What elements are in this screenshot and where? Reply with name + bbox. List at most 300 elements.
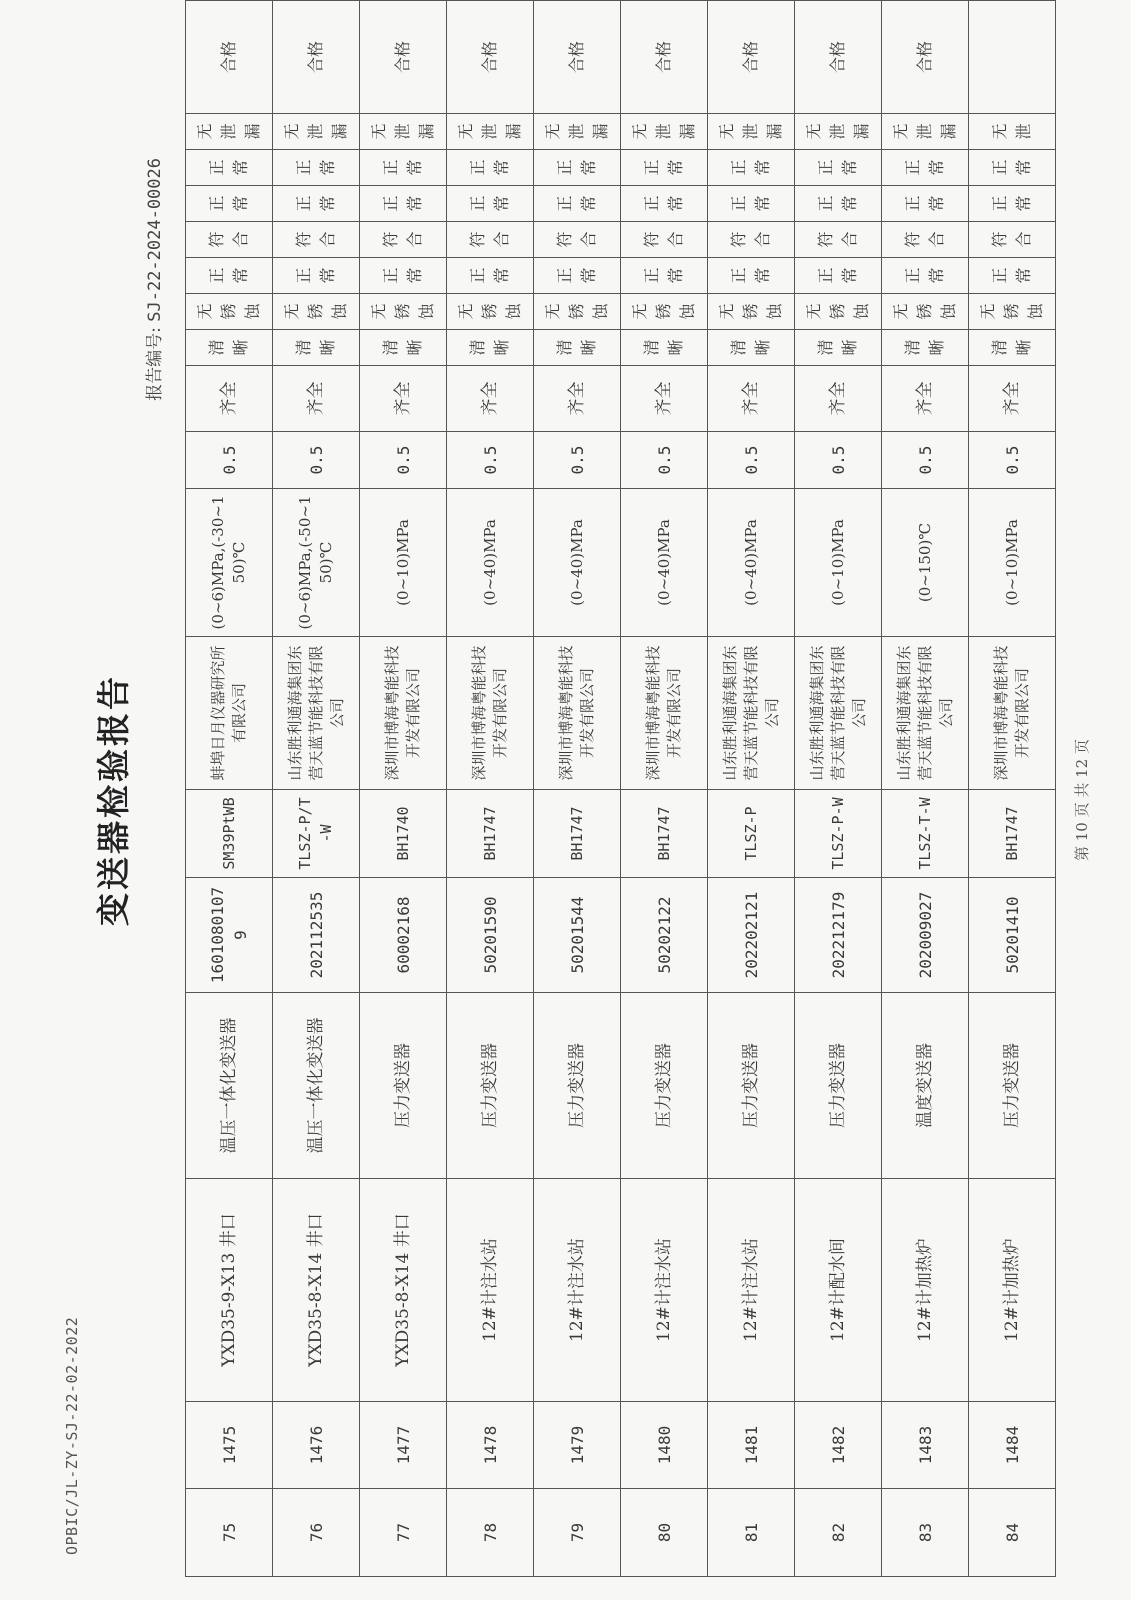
accuracy-class-cell [708, 432, 795, 489]
check-leakage-cell [621, 114, 708, 150]
check-marking: 清晰 [468, 339, 511, 356]
check-leakage-cell [795, 114, 882, 150]
check-corrosion: 无锈蚀 [543, 303, 610, 320]
measuring-range-cell [795, 489, 882, 637]
check-leakage: 无泄漏 [891, 123, 958, 140]
check-output-cell [882, 150, 969, 186]
model-number: TLSZ-P [741, 806, 760, 861]
check-corrosion-cell [360, 294, 447, 330]
check-conformity-cell [273, 222, 360, 258]
check-output-cell [447, 150, 534, 186]
check-result-cell [708, 1, 795, 114]
check-appearance: 正常 [816, 267, 859, 284]
check-display-cell [621, 186, 708, 222]
page-footer: 第 10 页 共 12 页 [1073, 739, 1091, 862]
check-leakage-cell [273, 114, 360, 150]
manufacturer-cell [534, 637, 621, 790]
check-marking: 清晰 [816, 339, 859, 356]
check-corrosion: 无锈蚀 [804, 303, 871, 320]
check-conformity-cell [621, 222, 708, 258]
measuring-range-cell [447, 489, 534, 637]
row-index: 78 [480, 1522, 500, 1543]
serial-number: 202212179 [828, 891, 848, 979]
check-appearance-cell [273, 258, 360, 294]
accuracy-class: 0.5 [741, 445, 761, 475]
check-marking-cell [534, 330, 621, 366]
accuracy-class-cell [969, 432, 1056, 489]
check-output-cell [795, 150, 882, 186]
check-corrosion: 无锈蚀 [630, 303, 697, 320]
check-marking-cell [882, 330, 969, 366]
install-location: 12#计注水站 [566, 1238, 587, 1342]
check-leakage: 无泄漏 [369, 123, 436, 140]
check-appearance: 正常 [903, 267, 946, 284]
install-location-cell [273, 1179, 360, 1402]
check-marking-cell [447, 330, 534, 366]
install-location: 12#计加热炉 [914, 1238, 935, 1342]
measuring-range-cell [969, 489, 1056, 637]
check-corrosion-cell [534, 294, 621, 330]
accuracy-class: 0.5 [915, 445, 935, 475]
accuracy-class: 0.5 [306, 445, 326, 475]
serial-number-cell [708, 878, 795, 993]
model-number-cell [534, 790, 621, 878]
check-display-cell [273, 186, 360, 222]
check-nameplate: 齐全 [392, 381, 413, 416]
device-code-cell [534, 1402, 621, 1489]
model-number: TLSZ-P-W [828, 797, 847, 870]
check-leakage: 无泄 [990, 123, 1033, 140]
device-code: 1479 [567, 1425, 587, 1465]
check-nameplate-cell [447, 366, 534, 432]
manufacturer: 深圳市博海粤能科技开发有限公司 [383, 645, 422, 781]
check-nameplate-cell [969, 366, 1056, 432]
check-corrosion: 无锈蚀 [282, 303, 349, 320]
accuracy-class: 0.5 [393, 445, 413, 475]
model-number-cell [969, 790, 1056, 878]
measuring-range-cell [360, 489, 447, 637]
check-leakage: 无泄漏 [456, 123, 523, 140]
check-marking: 清晰 [729, 339, 772, 356]
check-marking: 清晰 [990, 339, 1033, 356]
check-result-cell [621, 1, 708, 114]
install-location-cell [969, 1179, 1056, 1402]
table-row [795, 1, 882, 1577]
check-result-cell [969, 1, 1056, 114]
check-conformity-cell [795, 222, 882, 258]
measuring-range-cell [621, 489, 708, 637]
row-index-cell [795, 1489, 882, 1577]
table-row [882, 1, 969, 1577]
check-appearance-cell [795, 258, 882, 294]
check-result-cell [186, 1, 273, 114]
row-index: 80 [654, 1522, 674, 1543]
device-name: 压力变送器 [479, 1043, 500, 1128]
model-number: BH1747 [1002, 806, 1021, 861]
check-corrosion: 无锈蚀 [195, 303, 262, 320]
check-output-cell [273, 150, 360, 186]
check-result: 合格 [915, 41, 934, 74]
check-appearance: 正常 [642, 267, 685, 284]
manufacturer: 蚌埠日月仪器研究所有限公司 [209, 645, 248, 781]
check-appearance: 正常 [555, 267, 598, 284]
check-marking-cell [969, 330, 1056, 366]
device-name-cell [186, 993, 273, 1179]
check-marking-cell [708, 330, 795, 366]
check-display-cell [969, 186, 1056, 222]
check-display-cell [708, 186, 795, 222]
device-name-cell [534, 993, 621, 1179]
device-name-cell [795, 993, 882, 1179]
report-number-label: 报告编号: [145, 327, 165, 401]
row-index-cell [273, 1489, 360, 1577]
accuracy-class: 0.5 [567, 445, 587, 475]
manufacturer: 深圳市博海粤能科技开发有限公司 [992, 645, 1031, 781]
check-output: 正常 [990, 159, 1033, 176]
device-name: 压力变送器 [740, 1043, 761, 1128]
accuracy-class-cell [534, 432, 621, 489]
device-name: 温度变送器 [914, 1043, 935, 1128]
model-number: TLSZ-P/T-W [296, 797, 335, 870]
serial-number-cell [882, 878, 969, 993]
check-result-cell [447, 1, 534, 114]
check-result: 合格 [741, 41, 760, 74]
serial-number-cell [186, 878, 273, 993]
device-name: 压力变送器 [566, 1043, 587, 1128]
serial-number: 50201590 [480, 896, 500, 974]
model-number-cell [447, 790, 534, 878]
measuring-range: (0~10)MPa [828, 519, 847, 606]
row-index-cell [186, 1489, 273, 1577]
manufacturer: 山东胜利通海集团东营天蓝节能科技有限公司 [720, 645, 781, 781]
check-conformity-cell [534, 222, 621, 258]
device-code: 1483 [915, 1425, 935, 1465]
row-index: 79 [567, 1522, 587, 1543]
check-output-cell [360, 150, 447, 186]
serial-number: 60002168 [393, 896, 413, 974]
serial-number-cell [795, 878, 882, 993]
check-result-cell [882, 1, 969, 114]
row-index: 81 [741, 1522, 761, 1543]
check-result: 合格 [219, 41, 238, 74]
manufacturer-cell [969, 637, 1056, 790]
device-code: 1480 [654, 1425, 674, 1465]
serial-number: 50202122 [654, 896, 674, 974]
check-marking: 清晰 [555, 339, 598, 356]
model-number-cell [360, 790, 447, 878]
check-corrosion-cell [969, 294, 1056, 330]
check-marking: 清晰 [903, 339, 946, 356]
check-nameplate-cell [360, 366, 447, 432]
measuring-range-cell [186, 489, 273, 637]
check-conformity: 符合 [642, 231, 685, 248]
device-code: 1482 [828, 1425, 848, 1465]
manufacturer-cell [273, 637, 360, 790]
table-row [621, 1, 708, 1577]
check-output: 正常 [294, 159, 337, 176]
serial-number: 202112535 [306, 891, 326, 979]
install-location: 12#计注水站 [479, 1238, 500, 1342]
install-location: YXD35-9-X13 井口 [218, 1213, 239, 1367]
check-nameplate: 齐全 [1001, 381, 1022, 416]
manufacturer: 山东胜利通海集团东营天蓝节能科技有限公司 [807, 645, 868, 781]
install-location-cell [795, 1179, 882, 1402]
accuracy-class: 0.5 [1002, 445, 1022, 475]
serial-number-cell [534, 878, 621, 993]
check-display: 正常 [294, 195, 337, 212]
serial-number-cell [447, 878, 534, 993]
device-code-cell [708, 1402, 795, 1489]
row-index-cell [969, 1489, 1056, 1577]
check-leakage: 无泄漏 [543, 123, 610, 140]
accuracy-class-cell [795, 432, 882, 489]
check-appearance: 正常 [468, 267, 511, 284]
device-name-cell [621, 993, 708, 1179]
serial-number-cell [969, 878, 1056, 993]
check-conformity: 符合 [381, 231, 424, 248]
check-marking-cell [273, 330, 360, 366]
model-number: BH1740 [393, 806, 412, 861]
measuring-range: (0~40)MPa [480, 519, 499, 606]
check-nameplate-cell [273, 366, 360, 432]
measuring-range: (0~6)MPa,(-50~150)℃ [296, 495, 335, 630]
row-index-cell [621, 1489, 708, 1577]
device-code: 1481 [741, 1425, 761, 1465]
check-result-cell [795, 1, 882, 114]
device-code-cell [969, 1402, 1056, 1489]
check-display: 正常 [729, 195, 772, 212]
device-name-cell [708, 993, 795, 1179]
serial-number: 16010801079 [208, 886, 250, 984]
check-conformity-cell [360, 222, 447, 258]
accuracy-class: 0.5 [480, 445, 500, 475]
device-code: 1475 [219, 1425, 239, 1465]
row-index-cell [882, 1489, 969, 1577]
check-output-cell [969, 150, 1056, 186]
report-number [140, 158, 165, 401]
check-nameplate: 齐全 [827, 381, 848, 416]
check-result: 合格 [567, 41, 586, 74]
serial-number-cell [360, 878, 447, 993]
row-index: 84 [1002, 1522, 1022, 1543]
check-output-cell [708, 150, 795, 186]
check-marking: 清晰 [381, 339, 424, 356]
check-conformity-cell [882, 222, 969, 258]
check-leakage-cell [969, 114, 1056, 150]
check-output-cell [621, 150, 708, 186]
check-output: 正常 [642, 159, 685, 176]
check-result: 合格 [654, 41, 673, 74]
measuring-range-cell [882, 489, 969, 637]
check-display: 正常 [207, 195, 250, 212]
device-name: 温压一体化变送器 [218, 1017, 239, 1154]
check-output: 正常 [381, 159, 424, 176]
check-nameplate: 齐全 [566, 381, 587, 416]
row-index: 75 [219, 1522, 239, 1543]
accuracy-class: 0.5 [219, 445, 239, 475]
model-number-cell [795, 790, 882, 878]
check-leakage-cell [447, 114, 534, 150]
manufacturer-cell [621, 637, 708, 790]
manufacturer-cell [708, 637, 795, 790]
check-nameplate: 齐全 [914, 381, 935, 416]
check-conformity: 符合 [555, 231, 598, 248]
measuring-range: (0~10)MPa [1002, 519, 1021, 606]
check-leakage: 无泄漏 [195, 123, 262, 140]
check-output-cell [186, 150, 273, 186]
serial-number: 50201410 [1002, 896, 1022, 974]
check-leakage-cell [882, 114, 969, 150]
row-index-cell [360, 1489, 447, 1577]
model-number-cell [882, 790, 969, 878]
model-number-cell [708, 790, 795, 878]
inspection-table [185, 0, 1056, 1577]
check-marking-cell [621, 330, 708, 366]
install-location-cell [360, 1179, 447, 1402]
measuring-range: (0~40)MPa [654, 519, 673, 606]
check-display-cell [447, 186, 534, 222]
check-conformity: 符合 [468, 231, 511, 248]
measuring-range: (0~40)MPa [741, 519, 760, 606]
device-name: 压力变送器 [827, 1043, 848, 1128]
accuracy-class-cell [273, 432, 360, 489]
install-location: 12#计配水间 [827, 1238, 848, 1342]
serial-number: 202202121 [741, 891, 761, 979]
check-output-cell [534, 150, 621, 186]
check-output: 正常 [729, 159, 772, 176]
install-location-cell [621, 1179, 708, 1402]
row-index-cell [708, 1489, 795, 1577]
model-number: BH1747 [480, 806, 499, 861]
row-index-cell [534, 1489, 621, 1577]
manufacturer: 深圳市博海粤能科技开发有限公司 [557, 645, 596, 781]
check-conformity: 符合 [816, 231, 859, 248]
check-display: 正常 [990, 195, 1033, 212]
row-index: 83 [915, 1522, 935, 1543]
check-nameplate-cell [534, 366, 621, 432]
install-location: YXD35-8-X14 井口 [305, 1213, 326, 1367]
check-conformity: 符合 [990, 231, 1033, 248]
device-code-cell [273, 1402, 360, 1489]
check-conformity-cell [969, 222, 1056, 258]
row-index: 82 [828, 1522, 848, 1543]
check-appearance: 正常 [207, 267, 250, 284]
check-result-cell [273, 1, 360, 114]
accuracy-class-cell [186, 432, 273, 489]
check-corrosion: 无锈蚀 [891, 303, 958, 320]
check-conformity: 符合 [207, 231, 250, 248]
device-name: 温压一体化变送器 [305, 1017, 326, 1154]
check-appearance-cell [447, 258, 534, 294]
accuracy-class-cell [360, 432, 447, 489]
check-corrosion: 无锈蚀 [456, 303, 523, 320]
table-row [360, 1, 447, 1577]
check-marking: 清晰 [642, 339, 685, 356]
manufacturer-cell [447, 637, 534, 790]
row-index: 77 [393, 1522, 413, 1543]
check-leakage-cell [186, 114, 273, 150]
manufacturer-cell [795, 637, 882, 790]
check-marking-cell [795, 330, 882, 366]
check-conformity: 符合 [294, 231, 337, 248]
model-number: TLSZ-T-W [915, 797, 934, 870]
measuring-range-cell [534, 489, 621, 637]
check-appearance-cell [969, 258, 1056, 294]
check-marking: 清晰 [294, 339, 337, 356]
check-corrosion-cell [795, 294, 882, 330]
check-appearance: 正常 [729, 267, 772, 284]
check-display: 正常 [642, 195, 685, 212]
check-display-cell [186, 186, 273, 222]
install-location-cell [186, 1179, 273, 1402]
install-location: 12#计注水站 [740, 1238, 761, 1342]
device-code-cell [186, 1402, 273, 1489]
check-nameplate-cell [621, 366, 708, 432]
install-location-cell [882, 1179, 969, 1402]
manufacturer-cell [186, 637, 273, 790]
check-display: 正常 [555, 195, 598, 212]
manufacturer: 山东胜利通海集团东营天蓝节能科技有限公司 [285, 645, 346, 781]
install-location-cell [708, 1179, 795, 1402]
form-code: OPBIC/JL-ZY-SJ-22-02-2022 [63, 1316, 81, 1555]
table-row [447, 1, 534, 1577]
table-row [273, 1, 360, 1577]
device-name-cell [447, 993, 534, 1179]
model-number: BH1747 [567, 806, 586, 861]
check-conformity: 符合 [729, 231, 772, 248]
device-code: 1478 [480, 1425, 500, 1465]
check-output: 正常 [468, 159, 511, 176]
measuring-range-cell [273, 489, 360, 637]
check-display: 正常 [381, 195, 424, 212]
accuracy-class-cell [882, 432, 969, 489]
check-output: 正常 [555, 159, 598, 176]
device-code-cell [882, 1402, 969, 1489]
device-name-cell [360, 993, 447, 1179]
check-conformity-cell [447, 222, 534, 258]
model-number: SM39PtWB [219, 797, 238, 870]
check-display: 正常 [903, 195, 946, 212]
check-conformity-cell [708, 222, 795, 258]
table-row [708, 1, 795, 1577]
device-code: 1484 [1002, 1425, 1022, 1465]
device-name-cell [273, 993, 360, 1179]
check-display-cell [795, 186, 882, 222]
check-conformity: 符合 [903, 231, 946, 248]
check-leakage: 无泄漏 [717, 123, 784, 140]
check-corrosion-cell [708, 294, 795, 330]
check-nameplate: 齐全 [218, 381, 239, 416]
check-display-cell [882, 186, 969, 222]
check-result: 合格 [393, 41, 412, 74]
check-appearance-cell [186, 258, 273, 294]
model-number: BH1747 [654, 806, 673, 861]
check-corrosion: 无锈蚀 [369, 303, 436, 320]
table-row [186, 1, 273, 1577]
device-name: 压力变送器 [392, 1043, 413, 1128]
check-nameplate-cell [186, 366, 273, 432]
check-corrosion-cell [447, 294, 534, 330]
install-location-cell [534, 1179, 621, 1402]
check-nameplate-cell [795, 366, 882, 432]
check-output: 正常 [903, 159, 946, 176]
measuring-range: (0~6)MPa,(-30~150)℃ [209, 495, 248, 630]
check-result-cell [534, 1, 621, 114]
device-name: 压力变送器 [653, 1043, 674, 1128]
check-marking-cell [186, 330, 273, 366]
accuracy-class: 0.5 [654, 445, 674, 475]
measuring-range: (0~40)MPa [567, 519, 586, 606]
